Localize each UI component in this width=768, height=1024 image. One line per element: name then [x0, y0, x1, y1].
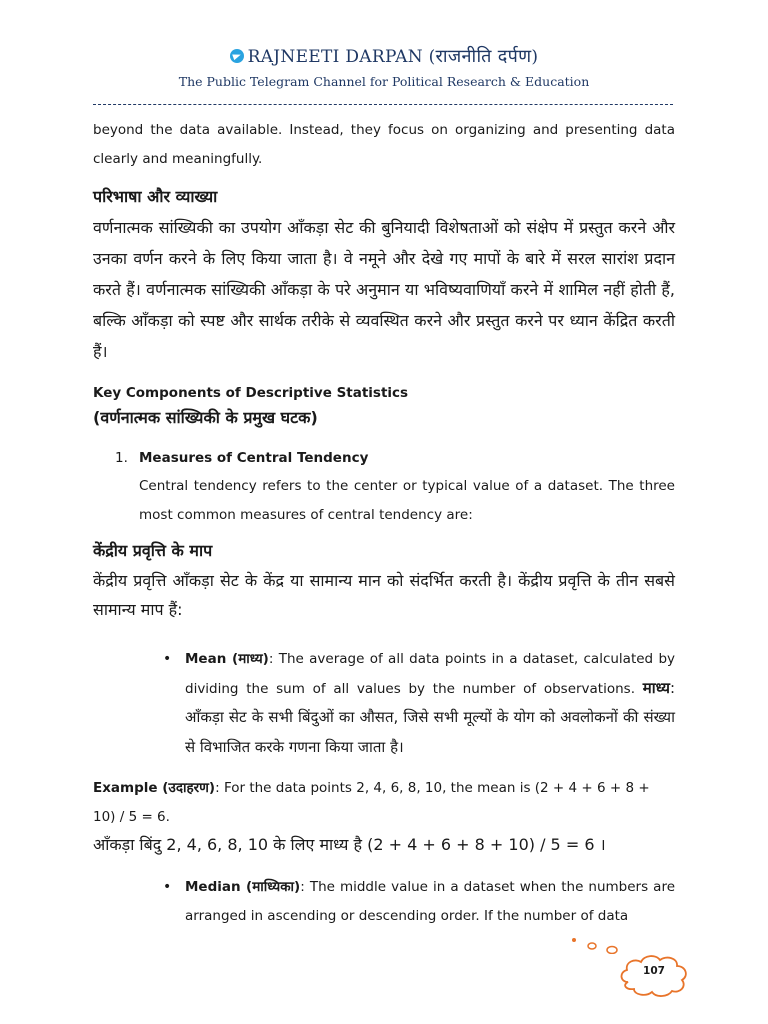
list-number: 1. — [115, 450, 128, 466]
list-item-mean — [93, 645, 675, 762]
channel-title-close: ) — [531, 47, 539, 67]
central-tendency-paragraph: Central tendency refers to the center or typical value of a dataset. The three most common measures of central tendency are: — [139, 478, 675, 523]
page-header — [0, 44, 768, 89]
page-body — [93, 116, 675, 930]
mean-label-hi: माध्य — [642, 678, 670, 697]
bullet-icon: • — [163, 879, 172, 895]
central-tendency-paragraph-hi: केंद्रीय प्रवृत्ति आँकड़ा सेट के केंद्र या सामान्य मान को संदर्भित करती है। केंद्रीय प्रवृत्ति के तीन सबसे सामान्य माप हैं: — [93, 571, 675, 619]
definition-heading: परिभाषा और व्याख्या — [93, 187, 218, 206]
median-label: Median (माध्यिका) — [185, 879, 301, 895]
mean-text: : The average of all data points in a dataset, calculated by dividing the sum of all values by the number of observations. — [185, 651, 675, 697]
example-paragraph — [93, 774, 675, 831]
channel-title-en: RAJNEETI DARPAN ( — [247, 47, 436, 67]
list-item-title: Measures of Central Tendency — [139, 450, 369, 466]
definition-paragraph: वर्णनात्मक सांख्यिकी का उपयोग आँकड़ा सेट की बुनियादी विशेषताओं को संक्षेप में प्रस्तुत करने और उनका वर्णन करने के लिए किया जाता है। वे नमूने और देखे गए मापों के बारे में सरल सारांश प्रदान करते हैं। वर्णनात्मक सांख्यिकी आँकड़ा के परे अनुमान या भविष्यवाणियाँ करने में शामिल नहीं होती हैं, बल्कि आँकड़ा को स्पष्ट और सार्थक तरीके से व्यवस्थित करने और प्रस्तुत करने पर ध्यान केंद्रित करती हैं। — [93, 218, 675, 361]
central-tendency-heading-hi: केंद्रीय प्रवृत्ति के माप — [93, 541, 213, 560]
telegram-icon — [230, 49, 244, 63]
list-item-median — [93, 873, 675, 930]
channel-title-hi: राजनीति दर्पण — [435, 46, 532, 67]
key-components-heading-hi: (वर्णनात्मक सांख्यिकी के प्रमुख घटक) — [93, 408, 318, 427]
intro-paragraph: beyond the data available. Instead, they focus on organizing and presenting data clearly and meaningfully. — [93, 122, 675, 167]
list-item-central-tendency — [93, 444, 675, 472]
thought-dots-icon — [566, 934, 626, 954]
mean-text-hi: : आँकड़ा सेट के सभी बिंदुओं का औसत, जिसे सभी मूल्यों के योग को अवलोकनों की संख्या से विभाजित करके गणना किया जाता है। — [185, 678, 675, 756]
channel-title — [0, 44, 768, 70]
header-divider — [93, 104, 673, 105]
example-text: : For the data points 2, 4, 6, 8, 10, the mean is (2 + 4 + 6 + 8 + 10) / 5 = 6. — [93, 780, 650, 825]
median-text: : The middle value in a dataset when the numbers are arranged in ascending or descending order. If the number of data — [185, 879, 676, 924]
bullet-icon: • — [163, 651, 172, 667]
key-components-heading: Key Components of Descriptive Statistics — [93, 385, 409, 401]
channel-subtitle: The Public Telegram Channel for Political Research & Education — [178, 74, 590, 89]
page-number: 107 — [643, 965, 665, 977]
mean-label: Mean (माध्य) — [185, 651, 269, 667]
example-label: Example (उदाहरण) — [93, 780, 216, 796]
example-paragraph-hi: आँकड़ा बिंदु 2, 4, 6, 8, 10 के लिए माध्य है (2 + 4 + 6 + 8 + 10) / 5 = 6 । — [93, 835, 606, 854]
